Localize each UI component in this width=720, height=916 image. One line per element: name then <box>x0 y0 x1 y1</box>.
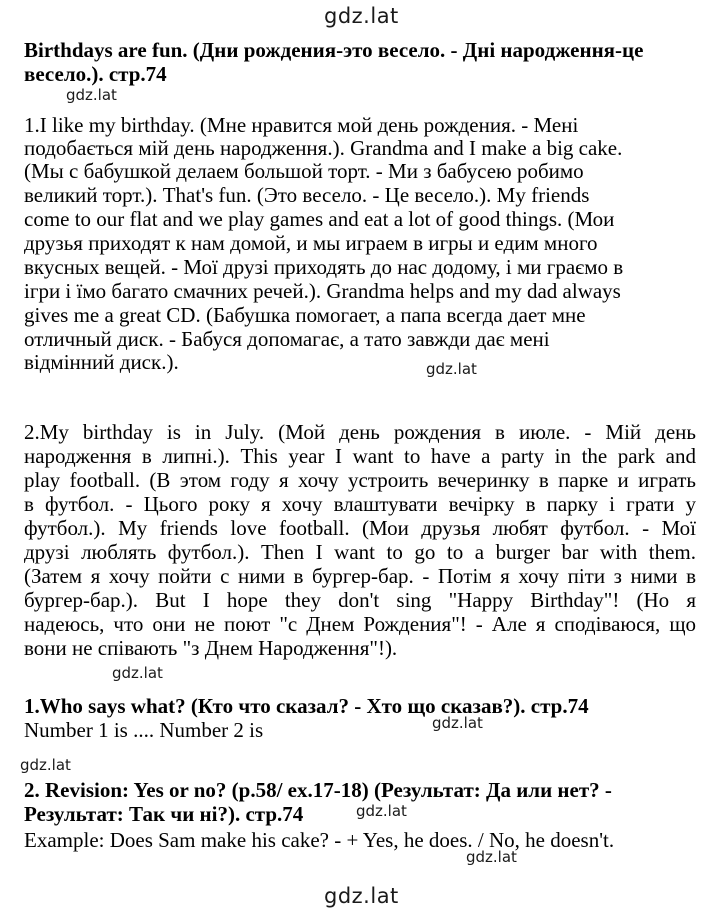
watermark: gdz.lat <box>66 86 117 104</box>
watermark: gdz.lat <box>426 360 477 378</box>
exercise-title: 2. Revision: Yes or no? (p.58/ ex.17-18) (Результат: Да или нет? - <box>24 778 612 802</box>
exercise-title: 1.Who says what? (Кто что сказал? - Хто що сказав?). стр.74 <box>24 694 589 718</box>
exercise-text: Number 1 is .... Number 2 is <box>24 718 264 742</box>
paragraph-line: народження в липні.). This year I want to have a party in the park and <box>24 444 696 468</box>
watermark-bottom: gdz.lat <box>324 884 399 908</box>
paragraph-line: друзі люблять футбол.). Then I want to go to a burger bar with them. <box>24 540 696 564</box>
paragraph-line: gives me a great CD. (Бабушка помогает, а папа всегда дает мне <box>24 303 586 327</box>
section-title: весело.). стр.74 <box>24 62 167 86</box>
watermark: gdz.lat <box>466 848 517 866</box>
paragraph-line: друзья приходят к нам домой, и мы играем в игры и едим много <box>24 231 598 255</box>
paragraph-line: (Затем я хочу пойти с ними в бургер-бар. - Потім я хочу піти з ними в <box>24 564 696 588</box>
watermark: gdz.lat <box>356 802 407 820</box>
paragraph-line: come to our flat and we play games and eat a lot of good things. (Мои <box>24 207 615 231</box>
paragraph-line: (Мы с бабушкой делаем большой торт. - Ми з бабусею робимо <box>24 159 584 183</box>
watermark: gdz.lat <box>20 756 71 774</box>
paragraph-line: 2.My birthday is in July. (Мой день рождения в июле. - Мій день <box>24 420 696 444</box>
section-title: Birthdays are fun. (Дни рождения-это весело. - Дні народження-це <box>24 38 644 62</box>
watermark: gdz.lat <box>112 664 163 682</box>
paragraph-line: надеюсь, что они не поют "с Днем Рождения"! - Але я сподіваюся, що <box>24 612 696 636</box>
paragraph-line: відмінний диск.). <box>24 350 179 374</box>
paragraph-line: ігри і їмо багато смачних речей.). Grandma helps and my dad always <box>24 279 621 303</box>
paragraph-line: бургер-бар.). But I hope they don't sing "Happy Birthday"! (Но я <box>24 588 696 612</box>
paragraph-line: в футбол. - Цього року я хочу влаштувати вечірку в парку і грати у <box>24 492 696 516</box>
paragraph-line: подобається мій день народження.). Grandma and I make a big cake. <box>24 136 623 160</box>
paragraph-line: 1.I like my birthday. (Мне нравится мой день рождения. - Мені <box>24 113 579 137</box>
exercise-example: Example: Does Sam make his cake? - + Yes, he does. / No, he doesn't. <box>24 828 615 852</box>
paragraph-line: великий торт.). That's fun. (Это весело. - Це весело.). My friends <box>24 183 590 207</box>
paragraph-line: вкусных вещей. - Мої друзі приходять до нас додому, і ми граємо в <box>24 255 624 279</box>
exercise-title: Результат: Так чи ні?). стр.74 <box>24 802 304 826</box>
paragraph-line: отличный диск. - Бабуся допомагає, а тато завжди дає мені <box>24 327 550 351</box>
paragraph-line: play football. (В этом году я хочу устроить вечеринку в парке и играть <box>24 468 696 492</box>
paragraph-line: футбол.). My friends love football. (Мои друзья любят футбол. - Мої <box>24 516 696 540</box>
watermark-top: gdz.lat <box>324 4 399 28</box>
watermark: gdz.lat <box>432 714 483 732</box>
paragraph-line: вони не співають "з Днем Народження"!). <box>24 636 398 660</box>
